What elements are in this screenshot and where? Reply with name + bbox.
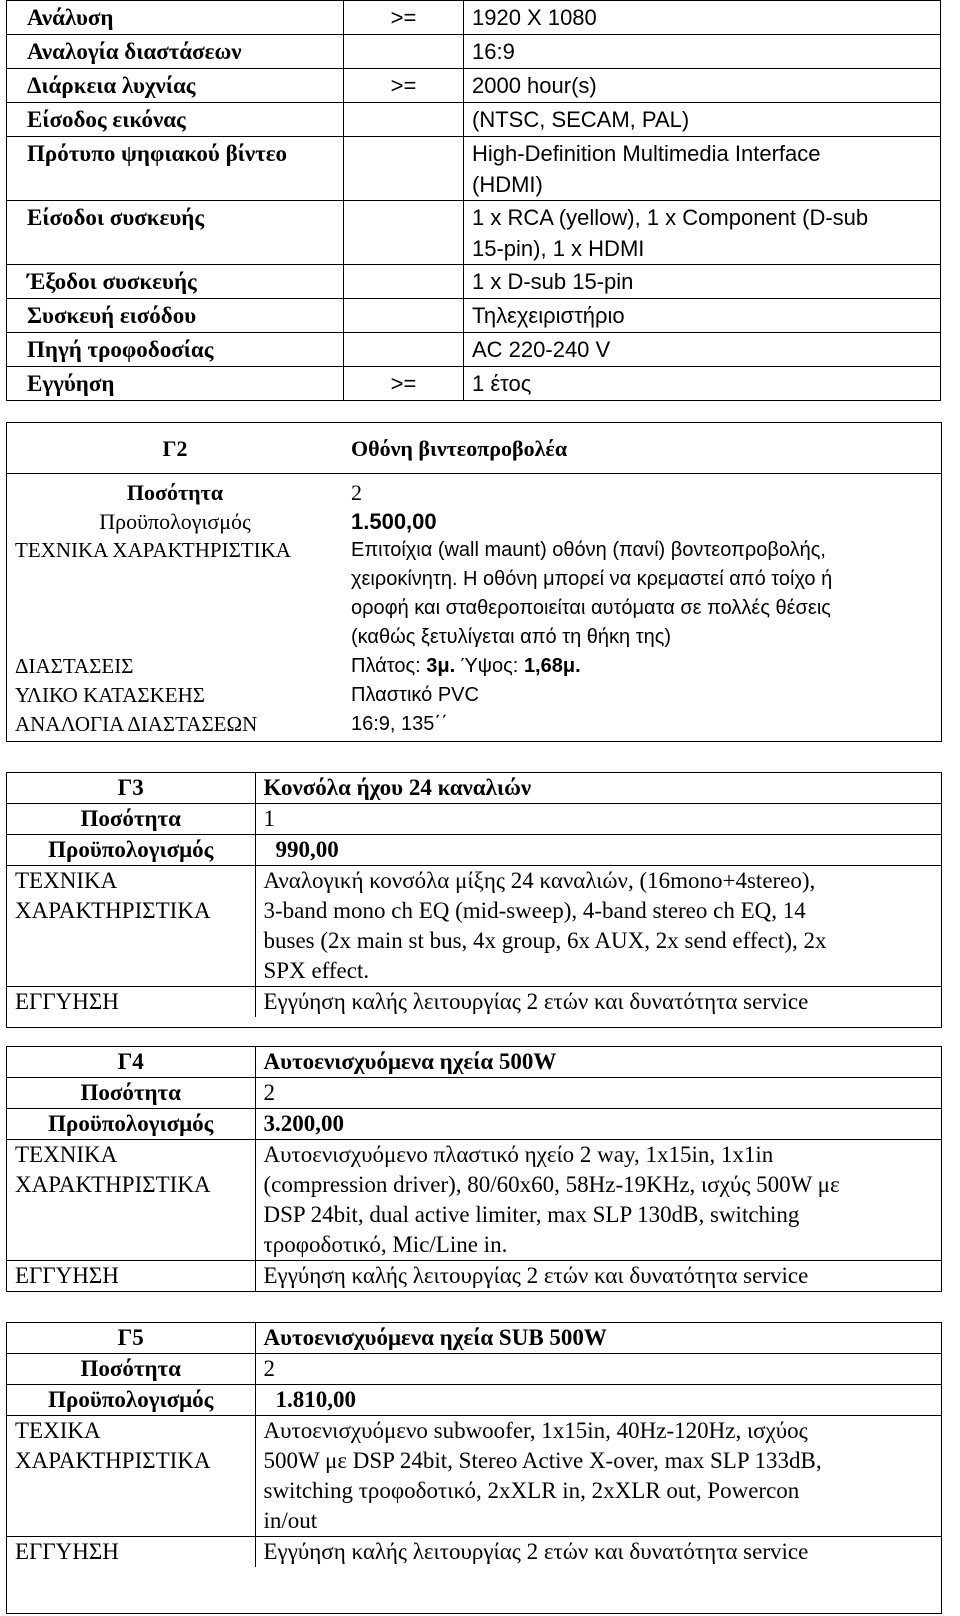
tech-label: ΤΕΧΝΙΚΑ ΧΑΡΑΚΤΗΡΙΣΤΙΚΑ <box>15 538 291 562</box>
spec-value: AC 220-240 V <box>464 333 941 367</box>
spec-row <box>7 35 941 69</box>
tech-line: τροφοδοτικό, Mic/Line in. <box>263 1232 508 1257</box>
item-block-g4 <box>6 1046 942 1292</box>
spec-row <box>7 69 941 103</box>
dimensions-row <box>7 652 941 681</box>
spec-value-line: High-Definition Multimedia Interface <box>472 141 821 166</box>
item-title: Κονσόλα ήχου 24 καναλιών <box>255 773 941 804</box>
budget-label: Προϋπολογισμός <box>7 1385 255 1416</box>
budget-label: Προϋπολογισμός <box>7 835 255 866</box>
item-block-g2 <box>6 422 942 742</box>
quantity-row <box>7 1354 941 1385</box>
spec-row <box>7 201 941 265</box>
tech-line: (compression driver), 80/60x60, 58Hz-19KHz, ισχύς 500W με <box>263 1172 840 1197</box>
tech-line: SPX effect. <box>263 958 370 983</box>
warranty-value: Εγγύηση καλής λειτουργίας 2 ετών και δυνατότητα service <box>263 989 809 1014</box>
spec-operator <box>344 103 464 137</box>
width-label: Πλάτος: <box>351 655 427 677</box>
warranty-row <box>7 1537 941 1568</box>
item-block-g3 <box>6 772 942 1028</box>
ratio-value: 16:9, 135΄΄ <box>351 713 448 735</box>
tech-line: buses (2x main st bus, 4x group, 6x AUX, 2x send effect), 2x <box>263 928 827 953</box>
budget-value: 3.200,00 <box>255 1109 941 1140</box>
budget-row <box>7 1109 941 1140</box>
width-value: 3μ. <box>426 655 456 677</box>
ratio-label: ΑΝΑΛΟΓΙΑ ΔΙΑΣΤΑΣΕΩΝ <box>15 712 258 736</box>
spec-row <box>7 1 941 35</box>
tech-line: switching τροφοδοτικό, 2xXLR in, 2xXLR out, Powercon <box>263 1478 800 1503</box>
tech-label-line: ΤΕΧΝΙΚΑ <box>15 868 118 893</box>
quantity-value: 1 <box>255 804 941 835</box>
item-code: Γ4 <box>7 1047 255 1078</box>
item-header <box>7 773 941 804</box>
item-code: Γ5 <box>7 1323 255 1354</box>
tech-label-line: ΤΕΧΙΚΑ <box>15 1418 101 1443</box>
spec-value: 16:9 <box>464 35 941 69</box>
quantity-label: Ποσότητα <box>7 1354 255 1385</box>
item-code: Γ2 <box>7 423 343 474</box>
item-header <box>7 423 941 474</box>
spec-value <box>464 137 941 201</box>
spec-label: Είσοδος εικόνας <box>7 103 344 137</box>
budget-label: Προϋπολογισμός <box>99 509 251 534</box>
quantity-label: Ποσότητα <box>126 480 224 505</box>
spec-label: Πρότυπο ψηφιακού βίντεο <box>7 137 344 201</box>
tech-line: (καθώς ξετυλίγεται από τη θήκη της) <box>351 626 672 648</box>
budget-label: Προϋπολογισμός <box>7 1109 255 1140</box>
spec-label: Ανάλυση <box>7 1 344 35</box>
tech-line: 500W με DSP 24bit, Stereo Active X-over, max SLP 133dB, <box>263 1448 822 1473</box>
spec-value-line: 15-pin), 1 x HDMI <box>472 236 645 261</box>
quantity-label: Ποσότητα <box>7 804 255 835</box>
spec-row <box>7 103 941 137</box>
height-label: Ύψος: <box>455 655 524 677</box>
tech-text <box>255 866 941 987</box>
item-title: Αυτοενισχυόμενα ηχεία 500W <box>255 1047 941 1078</box>
tech-text <box>255 1416 941 1537</box>
spec-value-line: 1 x RCA (yellow), 1 x Component (D-sub <box>472 205 869 230</box>
warranty-value: Εγγύηση καλής λειτουργίας 2 ετών και δυνατότητα service <box>263 1539 809 1564</box>
dimensions-label: ΔΙΑΣΤΑΣΕΙΣ <box>15 654 134 678</box>
spec-row <box>7 137 941 201</box>
material-label: ΥΛΙΚΟ ΚΑΤΑΣΚΕΗΣ <box>15 683 206 707</box>
spec-label: Διάρκεια λυχνίας <box>7 69 344 103</box>
height-value: 1,68μ. <box>523 655 581 677</box>
spec-operator: >= <box>344 1 464 35</box>
spec-row <box>7 333 941 367</box>
spec-operator <box>344 333 464 367</box>
spec-operator <box>344 265 464 299</box>
budget-row <box>7 507 941 536</box>
spec-value: 2000 hour(s) <box>464 69 941 103</box>
quantity-row <box>7 804 941 835</box>
item-title: Οθόνη βιντεοπροβολέα <box>343 423 941 474</box>
spec-operator <box>344 299 464 333</box>
spec-row <box>7 367 941 401</box>
item-title: Αυτοενισχυόμενα ηχεία SUB 500W <box>255 1323 941 1354</box>
spec-value: Τηλεχειριστήριο <box>464 299 941 333</box>
quantity-row <box>7 474 941 508</box>
item-header <box>7 1323 941 1354</box>
tech-line: in/out <box>263 1508 318 1533</box>
tech-line: DSP 24bit, dual active limiter, max SLP 130dB, switching <box>263 1202 800 1227</box>
tech-row <box>7 866 941 987</box>
tech-label-line: ΧΑΡΑΚΤΗΡΙΣΤΙΚΑ <box>15 1448 211 1473</box>
budget-value: 990,00 <box>255 835 941 866</box>
projector-spec-table <box>6 0 941 401</box>
tech-line: Αναλογική κονσόλα μίξης 24 καναλιών, (16mono+4stereo), <box>263 868 816 893</box>
warranty-row <box>7 1261 941 1292</box>
dimensions-value <box>343 652 941 681</box>
tech-label <box>7 866 255 987</box>
budget-value: 1.810,00 <box>255 1385 941 1416</box>
tech-row <box>7 536 941 652</box>
spec-label: Εγγύηση <box>7 367 344 401</box>
tech-label-line: ΧΑΡΑΚΤΗΡΙΣΤΙΚΑ <box>15 1172 211 1197</box>
spec-operator <box>344 201 464 265</box>
spec-value: 1 έτος <box>464 367 941 401</box>
spec-value <box>464 201 941 265</box>
tech-label-line: ΤΕΧΝΙΚΑ <box>15 1142 118 1167</box>
budget-value: 1.500,00 <box>351 509 437 534</box>
spec-label: Συσκευή εισόδου <box>7 299 344 333</box>
spec-operator <box>344 137 464 201</box>
warranty-row <box>7 987 941 1018</box>
spec-label: Έξοδοι συσκευής <box>7 265 344 299</box>
warranty-value: Εγγύηση καλής λειτουργίας 2 ετών και δυνατότητα service <box>263 1263 809 1288</box>
tech-line: Αυτοενισχυόμενο subwoofer, 1x15in, 40Hz-120Hz, ισχύος <box>263 1418 808 1443</box>
warranty-label: ΕΓΓΥΗΣΗ <box>7 1261 255 1292</box>
budget-row <box>7 1385 941 1416</box>
material-row <box>7 681 941 710</box>
budget-row <box>7 835 941 866</box>
spec-label: Αναλογία διαστάσεων <box>7 35 344 69</box>
tech-line: 3-band mono ch EQ (mid-sweep), 4-band stereo ch EQ, 14 <box>263 898 806 923</box>
spec-row <box>7 299 941 333</box>
quantity-value: 2 <box>255 1078 941 1109</box>
spec-operator: >= <box>344 69 464 103</box>
material-value: Πλαστικό PVC <box>351 684 479 706</box>
item-header <box>7 1047 941 1078</box>
tech-line: χειροκίνητη. Η οθόνη μπορεί να κρεμαστεί από τοίχο ή <box>351 568 833 590</box>
spec-value: 1920 X 1080 <box>464 1 941 35</box>
spec-label: Πηγή τροφοδοσίας <box>7 333 344 367</box>
quantity-label: Ποσότητα <box>7 1078 255 1109</box>
ratio-row <box>7 710 941 739</box>
spec-row <box>7 265 941 299</box>
warranty-label: ΕΓΓΥΗΣΗ <box>7 1537 255 1568</box>
item-block-g5 <box>6 1322 942 1614</box>
tech-label-line: ΧΑΡΑΚΤΗΡΙΣΤΙΚΑ <box>15 898 211 923</box>
spec-operator <box>344 35 464 69</box>
spec-value: (NTSC, SECAM, PAL) <box>464 103 941 137</box>
spec-value-line: (HDMI) <box>472 172 543 197</box>
warranty-label: ΕΓΓΥΗΣΗ <box>7 987 255 1018</box>
spec-value: 1 x D-sub 15-pin <box>464 265 941 299</box>
quantity-row <box>7 1078 941 1109</box>
spec-operator: >= <box>344 367 464 401</box>
tech-row <box>7 1140 941 1261</box>
quantity-value: 2 <box>351 480 362 505</box>
tech-row <box>7 1416 941 1537</box>
tech-text <box>343 536 941 652</box>
item-code: Γ3 <box>7 773 255 804</box>
tech-text <box>255 1140 941 1261</box>
tech-line: Επιτοίχια (wall maunt) οθόνη (πανί) βοντεοπροβολής, <box>351 539 826 561</box>
quantity-value: 2 <box>255 1354 941 1385</box>
tech-line: Αυτοενισχυόμενο πλαστικό ηχείο 2 way, 1x15in, 1x1in <box>263 1142 774 1167</box>
tech-line: οροφή και σταθεροποιείται αυτόματα σε πολλές θέσεις <box>351 597 831 619</box>
tech-label <box>7 1416 255 1537</box>
spec-label: Είσοδοι συσκευής <box>7 201 344 265</box>
tech-label <box>7 1140 255 1261</box>
